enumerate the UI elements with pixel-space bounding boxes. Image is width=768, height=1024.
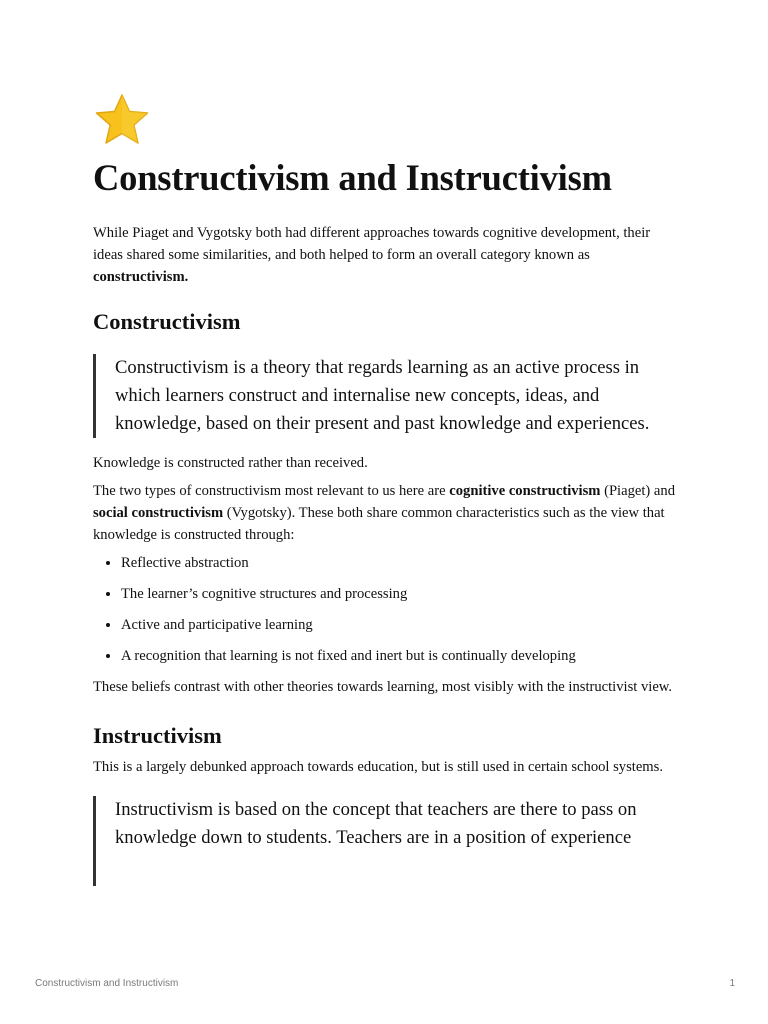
page-title: Constructivism and Instructivism [93, 157, 612, 198]
footer-title: Constructivism and Instructivism [35, 978, 179, 989]
contrast-paragraph: These beliefs contrast with other theories towards learning, most visibly with the instructivist view. [93, 679, 673, 695]
page-footer [35, 978, 735, 989]
heading-constructivism: Constructivism [93, 309, 241, 334]
document-page [93, 92, 683, 886]
instructivism-paragraph: This is a largely debunked approach towards education, but is still used in certain school systems. [93, 759, 663, 775]
constructivism-quote: Constructivism is a theory that regards learning as an active process in which learners construct and internalise new concepts, ideas, and knowledge, based on their present and past knowledge and experiences. [93, 354, 683, 438]
types-paragraph: The two types of constructivism most relevant to us here are cognitive constructivism (Piaget) and social constructivism (Vygotsky). These both share common characteristics such as the view that knowledge is constructed through: [93, 483, 676, 543]
list-item: • Active and participative learning [121, 614, 683, 636]
intro-paragraph: While Piaget and Vygotsky both had different approaches towards cognitive development, their ideas shared some similarities, and both helped to form an overall category known as constructivism. [93, 225, 651, 285]
heading-instructivism: Instructivism [93, 723, 222, 748]
star-icon [93, 92, 151, 150]
list-item: • The learner’s cognitive structures and processing [121, 583, 683, 605]
instructivism-quote: Instructivism is based on the concept that teachers are there to pass on knowledge down to students. Teachers are in a position of experience [93, 796, 683, 886]
characteristics-list [93, 552, 683, 667]
page-number: 1 [729, 978, 735, 989]
knowledge-paragraph: Knowledge is constructed rather than received. [93, 455, 368, 471]
list-item: • A recognition that learning is not fixed and inert but is continually developing [121, 645, 683, 667]
list-item: • Reflective abstraction [121, 552, 683, 574]
